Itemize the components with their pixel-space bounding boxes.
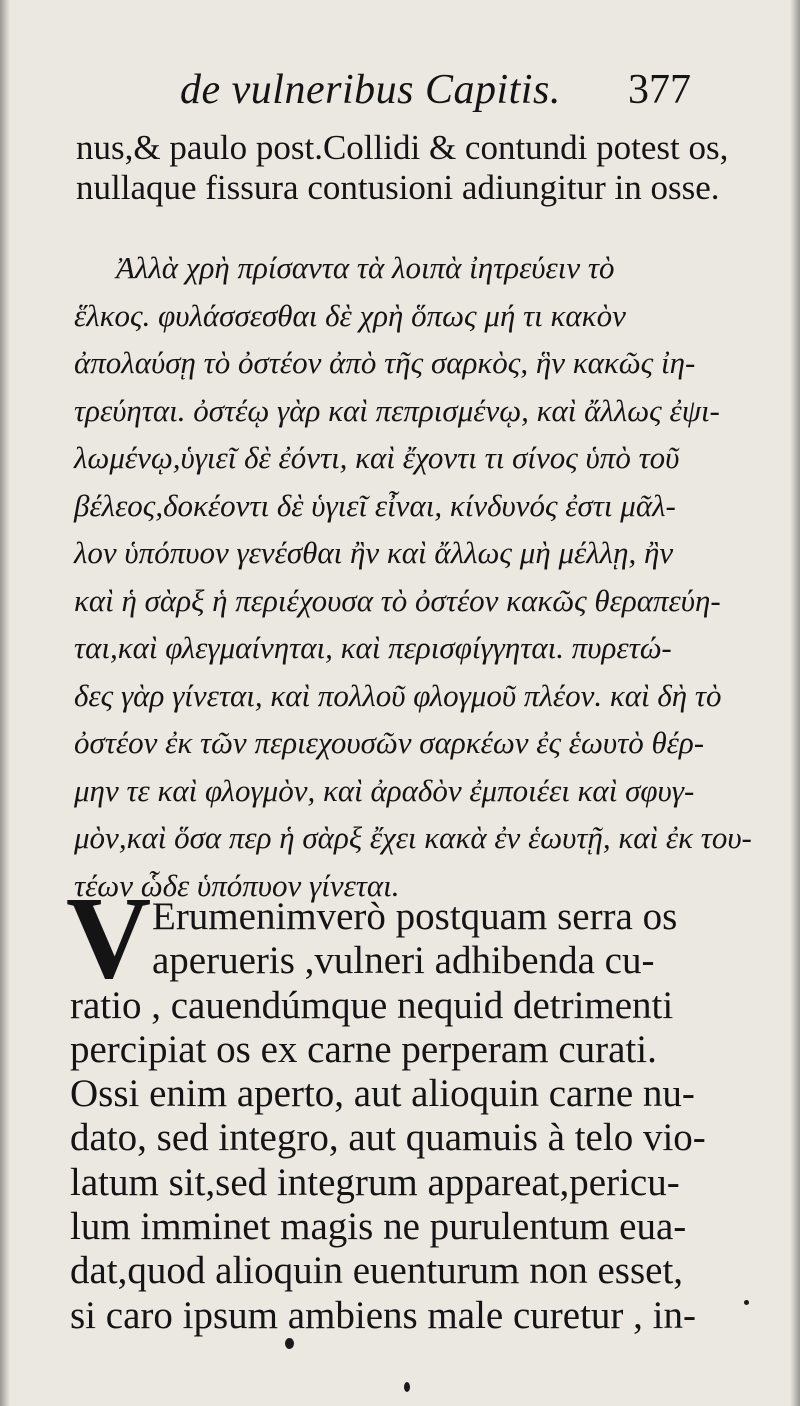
drop-cap-initial: V: [66, 872, 152, 1003]
greek-line: βέλεος,δοκέοντι δὲ ὑγιεῖ εἶναι, κίνδυνός ἐστι μᾶλ-: [74, 487, 676, 523]
text-line: Erumenimverò postquam serra os: [152, 895, 678, 938]
text-line: si caro ipsum ambiens male curetur , in-: [70, 1293, 696, 1337]
text-line: aperueris ,vulneri adhibenda cu-: [152, 939, 655, 983]
running-head: de vulneribus Capitis.: [180, 67, 561, 113]
greek-line: τέων ὧδε ὑπόπυον γίνεται.: [74, 867, 400, 903]
text-line: nullaque fissura contusioni adiungitur in osse.: [76, 168, 720, 207]
greek-line: δες γὰρ γίνεται, καὶ πολλοῦ φλογμοῦ πλέον. καὶ δὴ τὸ: [74, 677, 722, 713]
text-line: ratio , cauendúmque nequid detrimenti: [70, 983, 674, 1027]
greek-line: ἀπολαύσῃ τὸ ὀστέον ἀπὸ τῆς σαρκὸς, ἣν κακῶς ἰη-: [74, 345, 696, 380]
greek-line: λον ὑπόπυον γενέσθαι ἢν καὶ ἄλλως μὴ μέλλῃ, ἢν: [74, 535, 674, 570]
greek-line: λωμένῳ,ὑγιεῖ δὲ ἐόντι, καὶ ἔχοντι τι σίνος ὑπὸ τοῦ: [74, 440, 680, 475]
greek-line: καὶ ἡ σὰρξ ἡ περιέχουσα τὸ ὀστέον κακῶς θεραπεύη-: [74, 582, 721, 618]
latin-continuation-text: [76, 128, 729, 208]
page-left-edge-shadow: [0, 0, 10, 1406]
greek-line: ὀστέον ἐκ τῶν περιεχουσῶν σαρκέων ἐς ἑωυτὸ θέρ-: [74, 725, 705, 760]
greek-line: Ἀλλὰ χρὴ πρίσαντα τὰ λοιπὰ ἰητρεύειν τὸ: [116, 250, 615, 285]
page-number: 377: [628, 67, 691, 113]
text-line: dat,quod alioquin euenturum non esset,: [70, 1249, 684, 1293]
latin-translation-text: [70, 895, 706, 1338]
page-right-edge-shadow: [790, 0, 800, 1406]
greek-line: ἕλκος. φυλάσσεσθαι δὲ χρὴ ὅπως μή τι κακὸν: [74, 297, 626, 333]
greek-line: μην τε καὶ φλογμὸν, καὶ ἀραδὸν ἐμποιέει καὶ σφυγ-: [74, 772, 695, 808]
greek-line: μὸν,καὶ ὅσα περ ἡ σὰρξ ἔχει κακὰ ἐν ἑωυτῇ, καὶ ἐκ του-: [74, 820, 752, 855]
text-line: nus,& paulo post.Collidi & contundi potest os,: [76, 128, 729, 167]
text-line: lum imminet magis ne purulentum eua-: [70, 1205, 687, 1249]
ink-speck: [404, 1382, 410, 1392]
text-line: percipiat os ex carne perperam curati.: [70, 1027, 657, 1071]
text-line: Ossi enim aperto, aut alioquin carne nu-: [70, 1072, 695, 1116]
text-line: latum sit,sed integrum appareat,pericu-: [70, 1160, 680, 1204]
text-line: dato, sed integro, aut quamuis à telo vio-: [70, 1116, 706, 1160]
ink-speck: [285, 1338, 294, 1349]
greek-quotation: [74, 244, 752, 909]
greek-line: ται,καὶ φλεγμαίνηται, καὶ περισφίγγηται. πυρετώ-: [74, 630, 672, 665]
ink-speck: [744, 1300, 749, 1305]
greek-line: τρεύηται. ὀστέῳ γὰρ καὶ πεπρισμένῳ, καὶ ἄλλως ἐψι-: [74, 392, 720, 428]
